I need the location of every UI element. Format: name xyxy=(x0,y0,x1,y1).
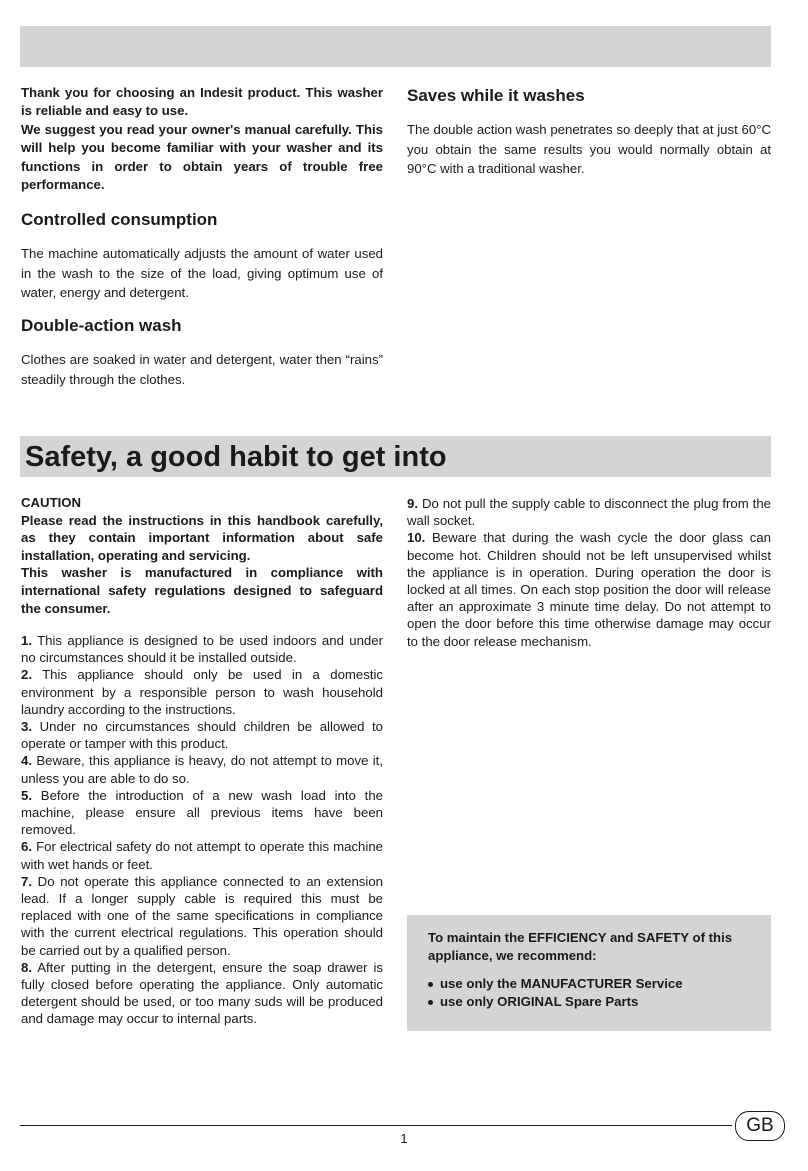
header-bar xyxy=(20,26,771,67)
item-text: This appliance is designed to be used indoors and under no circumstances should it be installed outside. xyxy=(21,633,383,666)
country-badge: GB xyxy=(735,1111,785,1141)
intro-paragraph-1: Thank you for choosing an Indesit product. This washer is reliable and easy to use. xyxy=(21,85,383,119)
safety-item xyxy=(21,752,383,786)
section-title: Saves while it washes xyxy=(407,86,585,105)
safety-item xyxy=(21,632,383,666)
safety-item xyxy=(407,495,771,529)
item-number: 9. xyxy=(407,496,418,511)
caution-text-1: Please read the instructions in this handbook carefully, as they contain important information about safe installation, operating and servicing. xyxy=(21,512,383,563)
list-item-text: use only ORIGINAL Spare Parts xyxy=(440,994,639,1009)
bullet-icon xyxy=(428,1000,433,1005)
item-text: Beware that during the wash cycle the door glass can become hot. Children should not be left unsupervised whilst the appliance is in operation. During operation the door is locked at all times. On each stop position the door will release after an approximate 3 minute time delay. Do not attempt to open the door before this time otherwise damage may occur to the door release mechanism. xyxy=(407,530,771,649)
item-text: For electrical safety do not attempt to operate this machine with wet hands or feet. xyxy=(21,839,383,872)
safety-item xyxy=(21,718,383,752)
safety-item xyxy=(407,529,771,649)
bullet-icon xyxy=(428,982,433,987)
section-title: Double-action wash xyxy=(21,316,182,335)
item-number: 1. xyxy=(21,633,32,648)
list-item xyxy=(428,993,751,1011)
safety-item xyxy=(21,838,383,872)
item-number: 5. xyxy=(21,787,32,803)
section-body: The machine automatically adjusts the amount of water used in the wash to the size of the load, giving optimum use of water, energy and detergent. xyxy=(21,246,383,300)
safety-item xyxy=(21,959,383,1028)
safety-items-right xyxy=(407,495,771,650)
section-controlled-consumption xyxy=(21,210,383,303)
caution-label: CAUTION xyxy=(21,495,82,510)
list-item xyxy=(428,975,751,993)
safety-item xyxy=(21,666,383,718)
section-body: The double action wash penetrates so deeply that at just 60°C you obtain the same results you would normally obtain at 90°C with a traditional washer. xyxy=(407,122,771,176)
item-number: 6. xyxy=(21,839,32,855)
intro-paragraph-2: We suggest you read your owner's manual carefully. This will help you become familiar with your washer and its functions in order to obtain years of trouble free performance. xyxy=(21,121,383,193)
page-number: 1 xyxy=(400,1131,408,1146)
item-number: 4. xyxy=(21,753,32,769)
item-text: This appliance should only be used in a domestic environment by a responsible person to wash household laundry according to the instructions. xyxy=(21,667,383,717)
safety-item xyxy=(21,787,383,839)
item-number: 2. xyxy=(21,667,32,683)
section-body: Clothes are soaked in water and detergent, water then “rains” steadily through the clothes. xyxy=(21,352,383,387)
item-text: Do not pull the supply cable to disconnect the plug from the wall socket. xyxy=(407,496,771,529)
item-number: 7. xyxy=(21,873,32,889)
list-item-text: use only the MANUFACTURER Service xyxy=(440,976,683,991)
safety-item xyxy=(21,873,383,959)
item-number: 8. xyxy=(21,959,32,975)
safety-banner xyxy=(20,436,771,477)
safety-items-left xyxy=(21,632,383,1028)
section-title: Controlled consumption xyxy=(21,210,218,229)
item-text: Under no circumstances should children be allowed to operate or tamper with this product. xyxy=(21,719,383,752)
item-text: Before the introduction of a new wash load into the machine, please ensure all previous items have been removed. xyxy=(21,787,383,838)
recommendation-intro: To maintain the EFFICIENCY and SAFETY of this appliance, we recommend: xyxy=(428,930,733,963)
safety-heading: Safety, a good habit to get into xyxy=(25,441,447,473)
recommendation-box xyxy=(407,915,771,1031)
section-double-action-wash xyxy=(21,316,383,389)
item-number: 10. xyxy=(407,530,426,546)
footer-rule xyxy=(20,1125,732,1126)
item-text: Do not operate this appliance connected to an extension lead. If a longer supply cable is required this must be replaced with one of the same specifications in compliance with the current electrical regulations. This operation should be carried out by a qualified person. xyxy=(21,873,383,958)
item-number: 3. xyxy=(21,719,32,735)
caution-text-2: This washer is manufactured in compliance with international safety regulations designed to safeguard the consumer. xyxy=(21,565,383,616)
section-saves-while-washes xyxy=(407,86,771,179)
intro-text xyxy=(21,84,383,194)
caution-block xyxy=(21,494,383,617)
item-text: Beware, this appliance is heavy, do not attempt to move it, unless you are able to do so. xyxy=(21,753,383,786)
recommendation-list xyxy=(428,975,751,1011)
item-text: After putting in the detergent, ensure the soap drawer is fully closed before operating the appliance. Only automatic detergent should be used, or too many suds will be produced and damage may occur to internal parts. xyxy=(21,959,383,1027)
